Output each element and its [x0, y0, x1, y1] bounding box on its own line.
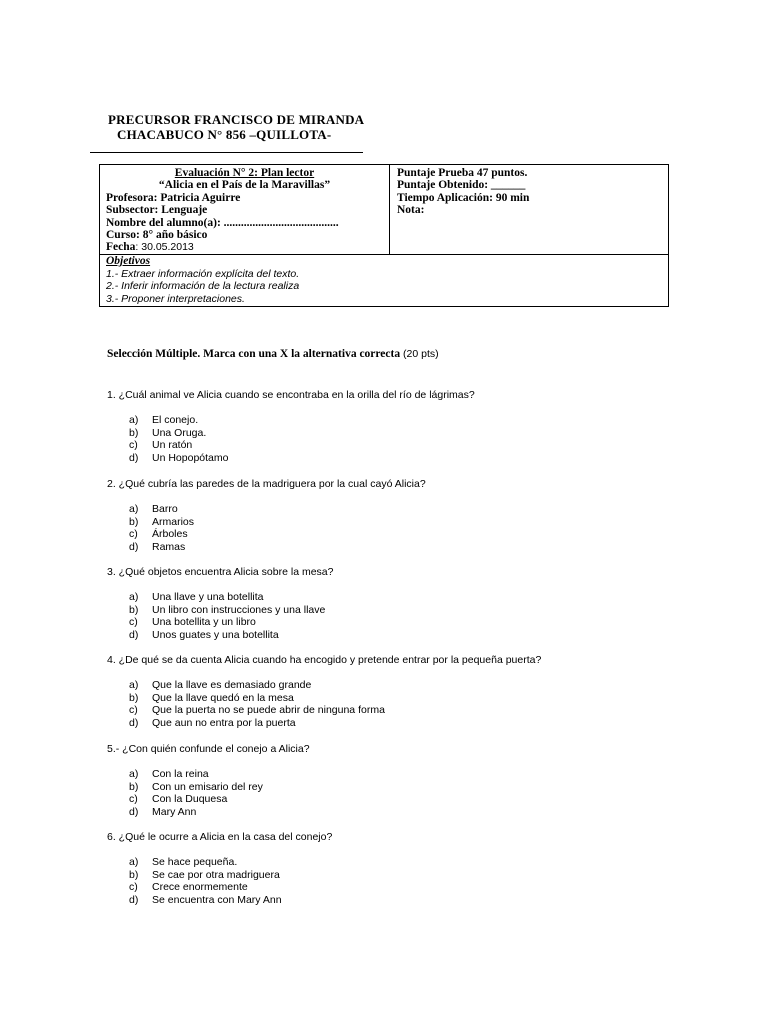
obtained-score: Puntaje Obtenido: ______	[397, 179, 526, 191]
option-text: Armarios	[152, 516, 195, 528]
option-letter: c)	[129, 439, 138, 451]
exam-info-table	[99, 164, 669, 307]
option-letter: d)	[129, 894, 139, 906]
option-letter: d)	[129, 452, 139, 464]
time-allowed: Tiempo Aplicación: 90 min	[397, 192, 530, 204]
objective-item: 2.- Inferir información de la lectura realiza	[106, 280, 300, 292]
row-divider	[100, 254, 668, 255]
option-text: Que aun no entra por la puerta	[152, 717, 296, 729]
option-text: Que la llave quedó en la mesa	[152, 692, 294, 704]
instruction-text: Selección Múltiple. Marca con una X la alternativa correcta	[107, 348, 401, 360]
option-letter: b)	[129, 427, 139, 439]
option-text: Un libro con instrucciones y una llave	[152, 604, 326, 616]
option-text: Se hace pequeña.	[152, 856, 238, 868]
option-letter: d)	[129, 541, 139, 553]
option-text: Se encuentra con Mary Ann	[152, 894, 282, 906]
evaluation-title: Evaluación N° 2: Plan lector	[174, 167, 315, 179]
section-points: (20 pts)	[400, 348, 439, 360]
option-letter: a)	[129, 503, 139, 515]
header-divider	[90, 152, 363, 153]
course: Curso: 8° año básico	[106, 229, 208, 241]
question-text: 2. ¿Qué cubría las paredes de la madriguera por la cual cayó Alicia?	[107, 478, 426, 490]
option-letter: a)	[129, 856, 139, 868]
total-score: Puntaje Prueba 47 puntos.	[397, 167, 528, 179]
option-text: Ramas	[152, 541, 186, 553]
objective-item: 1.- Extraer información explícita del texto.	[106, 268, 300, 280]
option-text: Que la puerta no se puede abrir de ninguna forma	[152, 704, 385, 716]
option-text: Un ratón	[152, 439, 193, 451]
option-text: Una llave y una botellita	[152, 591, 264, 603]
option-text: Con un emisario del rey	[152, 781, 263, 793]
option-text: Árboles	[152, 528, 188, 540]
date-label: Fecha	[106, 241, 136, 253]
question-text: 3. ¿Qué objetos encuentra Alicia sobre la mesa?	[107, 566, 334, 578]
option-letter: b)	[129, 781, 139, 793]
option-text: Un Hopopótamo	[152, 452, 229, 464]
question-text: 1. ¿Cuál animal ve Alicia cuando se encontraba en la orilla del río de lágrimas?	[107, 389, 475, 401]
option-letter: d)	[129, 717, 139, 729]
option-text: El conejo.	[152, 414, 199, 426]
student-name-field: Nombre del alumno(a): ........................................	[106, 217, 339, 229]
option-letter: b)	[129, 604, 139, 616]
option-text: Mary Ann	[152, 806, 197, 818]
school-address: CHACABUCO N° 856 –QUILLOTA-	[117, 127, 332, 142]
option-letter: c)	[129, 793, 138, 805]
option-letter: c)	[129, 881, 138, 893]
option-text: Crece enormemente	[152, 881, 248, 893]
option-letter: a)	[129, 768, 139, 780]
question-text: 5.- ¿Con quién confunde el conejo a Alicia?	[107, 743, 310, 755]
option-letter: c)	[129, 616, 138, 628]
option-letter: c)	[129, 528, 138, 540]
section-instruction	[107, 348, 439, 361]
teacher-name: Profesora: Patricia Aguirre	[106, 192, 241, 204]
option-letter: d)	[129, 629, 139, 641]
column-divider	[389, 165, 390, 254]
option-letter: a)	[129, 414, 139, 426]
subsector: Subsector: Lenguaje	[106, 204, 208, 216]
option-text: Una Oruga.	[152, 427, 207, 439]
option-letter: d)	[129, 806, 139, 818]
option-letter: b)	[129, 692, 139, 704]
option-text: Con la Duquesa	[152, 793, 228, 805]
option-text: Con la reina	[152, 768, 209, 780]
objective-item: 3.- Proponer interpretaciones.	[106, 293, 245, 305]
school-name: PRECURSOR FRANCISCO DE MIRANDA	[108, 112, 365, 127]
option-letter: c)	[129, 704, 138, 716]
date-line	[106, 241, 194, 254]
option-text: Una botellita y un libro	[152, 616, 256, 628]
option-text: Se cae por otra madriguera	[152, 869, 280, 881]
option-letter: a)	[129, 679, 139, 691]
objectives-title: Objetivos	[106, 255, 151, 267]
option-text: Unos guates y una botellita	[152, 629, 279, 641]
option-letter: b)	[129, 869, 139, 881]
question-text: 4. ¿De qué se da cuenta Alicia cuando ha encogido y pretende entrar por la pequeña puerta?	[107, 654, 542, 666]
option-letter: b)	[129, 516, 139, 528]
option-letter: a)	[129, 591, 139, 603]
option-text: Barro	[152, 503, 178, 515]
date-value: : 30.05.2013	[135, 241, 194, 253]
grade-field: Nota:	[397, 204, 425, 216]
question-text: 6. ¿Qué le ocurre a Alicia en la casa del conejo?	[107, 831, 333, 843]
option-text: Que la llave es demasiado grande	[152, 679, 312, 691]
book-title: “Alicia en el País de la Maravillas”	[158, 179, 331, 191]
